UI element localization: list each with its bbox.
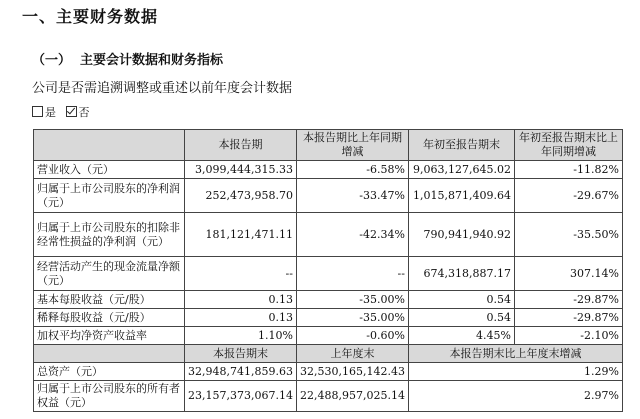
table1-row	[34, 161, 623, 179]
value-cell: -29.87%	[514, 291, 622, 309]
value-cell: 23,157,373,067.14	[185, 381, 297, 412]
table2-header-cell: 本报告期末	[185, 345, 297, 363]
value-cell: 9,063,127,645.02	[408, 161, 514, 179]
table1-header-cell: 本报告期比上年同期增减	[296, 130, 408, 161]
table2-header-cell: 上年度末	[296, 345, 408, 363]
value-cell: -35.00%	[296, 291, 408, 309]
value-cell: --	[185, 257, 297, 291]
value-cell: 0.54	[408, 291, 514, 309]
row-label: 归属于上市公司股东的净利润（元）	[34, 179, 185, 213]
row-label: 总资产（元）	[34, 363, 185, 381]
value-cell: 181,121,471.11	[185, 213, 297, 257]
value-cell: --	[296, 257, 408, 291]
value-cell: -29.87%	[514, 309, 622, 327]
table1-row	[34, 213, 623, 257]
value-cell: 1.10%	[185, 327, 297, 345]
table1-header-cell: 年初至报告期末	[408, 130, 514, 161]
value-cell: -33.47%	[296, 179, 408, 213]
row-label: 稀释每股收益（元/股）	[34, 309, 185, 327]
value-cell: 0.13	[185, 291, 297, 309]
value-cell: 2.97%	[408, 381, 622, 412]
section-number: （一）	[32, 53, 72, 68]
value-cell: -0.60%	[296, 327, 408, 345]
value-cell: -42.34%	[296, 213, 408, 257]
table1-header-row	[34, 130, 623, 161]
value-cell: 252,473,958.70	[185, 179, 297, 213]
option-yes-label: 是	[45, 106, 56, 119]
restatement-question: 公司是否需追溯调整或重述以前年度会计数据	[32, 81, 293, 96]
table2-row	[34, 363, 623, 381]
table1-header-cell: 本报告期	[185, 130, 297, 161]
row-label: 归属于上市公司股东的所有者权益（元）	[34, 381, 185, 412]
value-cell: 0.13	[185, 309, 297, 327]
table1-row	[34, 291, 623, 309]
table1-header-cell: 年初至报告期末比上年同期增减	[514, 130, 622, 161]
row-label: 营业收入（元）	[34, 161, 185, 179]
row-label: 基本每股收益（元/股）	[34, 291, 185, 309]
value-cell: -11.82%	[514, 161, 622, 179]
option-yes[interactable]	[32, 106, 56, 119]
value-cell: -35.00%	[296, 309, 408, 327]
value-cell: -35.50%	[514, 213, 622, 257]
row-label: 加权平均净资产收益率	[34, 327, 185, 345]
table2-row	[34, 381, 623, 412]
table1-row	[34, 179, 623, 213]
value-cell: 790,941,940.92	[408, 213, 514, 257]
option-no-label: 否	[78, 106, 90, 119]
value-cell: -2.10%	[514, 327, 622, 345]
section-heading	[32, 52, 223, 70]
value-cell: 307.14%	[514, 257, 622, 291]
value-cell: 1,015,871,409.64	[408, 179, 514, 213]
value-cell: 32,530,165,142.43	[296, 363, 408, 381]
value-cell: 22,488,957,025.14	[296, 381, 408, 412]
value-cell: -6.58%	[296, 161, 408, 179]
value-cell: 4.45%	[408, 327, 514, 345]
table2-header-cell	[34, 345, 185, 363]
row-label: 经营活动产生的现金流量净额（元）	[34, 257, 185, 291]
value-cell: 3,099,444,315.33	[185, 161, 297, 179]
value-cell: 32,948,741,859.63	[185, 363, 297, 381]
row-label: 归属于上市公司股东的扣除非经常性损益的净利润（元）	[34, 213, 185, 257]
table1-row	[34, 309, 623, 327]
table1-header-cell	[34, 130, 185, 161]
option-no[interactable]	[66, 106, 90, 119]
table1-row	[34, 257, 623, 291]
value-cell: -29.67%	[514, 179, 622, 213]
table2-header-cell: 本报告期末比上年度末增减	[408, 345, 622, 363]
page-title: 一、主要财务数据	[22, 7, 159, 26]
checkbox-unchecked-icon[interactable]	[32, 106, 43, 117]
value-cell: 1.29%	[408, 363, 622, 381]
financial-data-table	[33, 129, 623, 412]
checkbox-checked-icon[interactable]	[66, 106, 77, 117]
value-cell: 0.54	[408, 309, 514, 327]
table1-row	[34, 327, 623, 345]
restatement-options	[32, 105, 96, 121]
value-cell: 674,318,887.17	[408, 257, 514, 291]
table2-header-row	[34, 345, 623, 363]
section-title: 主要会计数据和财务指标	[80, 53, 224, 68]
